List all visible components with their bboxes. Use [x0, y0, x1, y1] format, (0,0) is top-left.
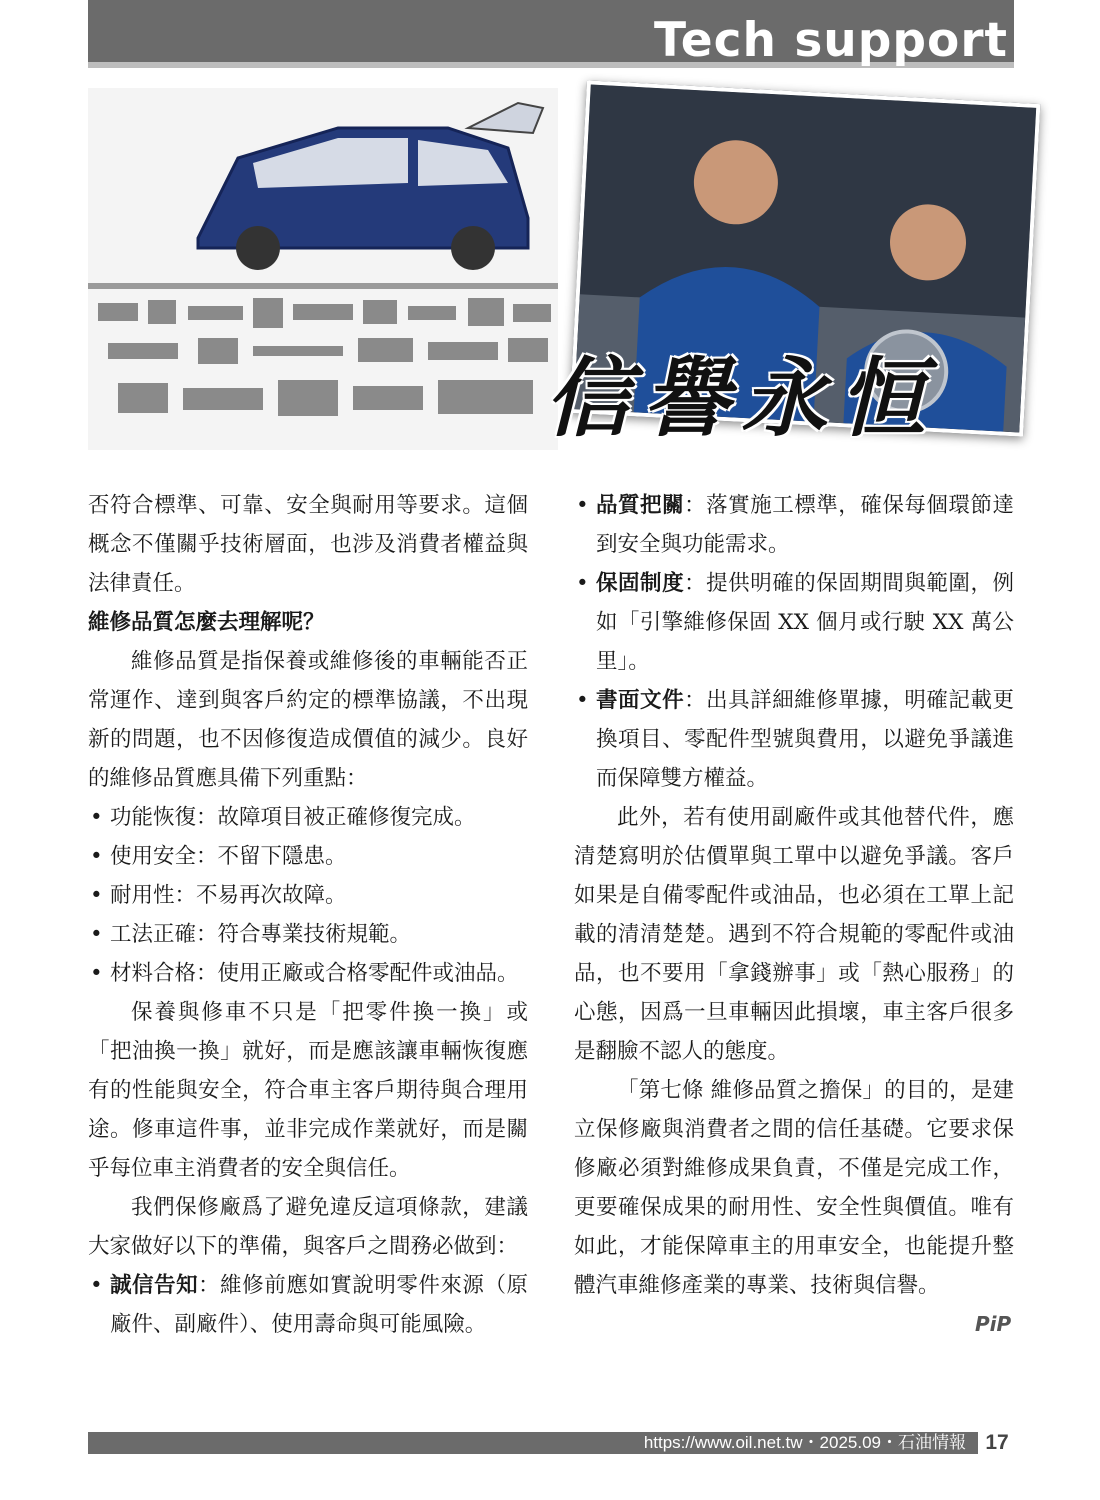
list-item-text: ：提供明確的保固期間與範圍，例如「引擎維修保固 XX 個月或行駛 XX 萬公里」。	[596, 571, 1014, 674]
list-item	[574, 486, 1014, 564]
list-item	[574, 681, 1014, 798]
list-item	[88, 1266, 528, 1344]
slogan-calligraphy: 信譽永恒	[545, 348, 937, 449]
list-item-text: ：落實施工標準，確保每個環節達到安全與功能需求。	[596, 493, 1014, 557]
list-item-text: ：維修前應如實說明零件來源（原廠件、副廠件）、使用壽命與可能風險。	[110, 1273, 528, 1337]
list-item-text: ：出具詳細維修單據，明確記載更換項目、零配件型號與費用，以避免爭議進而保障雙方權益。	[596, 688, 1014, 791]
right-column	[574, 486, 1014, 1305]
paragraph: 「第七條 維修品質之擔保」的目的，是建立保修廠與消費者之間的信任基礎。它要求保修廠必須對維修成果負責，不僅是完成工作，更要確保成果的耐用性、安全性與價值。唯有如此，才能保障車主的用車安全，也能提升整體汽車維修產業的專業、技術與信譽。	[574, 1078, 1014, 1298]
list-item-term: 誠信告知	[110, 1273, 199, 1298]
list-item-term: 書面文件	[596, 688, 685, 713]
left-column	[88, 486, 528, 1344]
paragraph: 此外，若有使用副廠件或其他替代件，應清楚寫明於估價單與工單中以避免爭議。客戶如果是自備零配件或油品，也必須在工單上記載的清清楚楚。遇到不符合規範的零配件或油品，也不要用「拿錢辦事」或「熱心服務」的心態，因爲一旦車輛因此損壞，車主客戶很多是翻臉不認人的態度。	[574, 805, 1014, 1064]
end-mark: PiP	[975, 1312, 1012, 1336]
list-item: • 功能恢復：故障項目被正確修復完成。	[88, 798, 528, 837]
list-item: • 材料合格：使用正廠或合格零配件或油品。	[88, 954, 528, 993]
list-item-term: 保固制度	[596, 571, 685, 596]
list-item-term: 品質把關	[596, 493, 685, 518]
page-number: 17	[985, 1431, 1009, 1454]
paragraph: 否符合標準、可靠、安全與耐用等要求。這個概念不僅關乎技術層面，也涉及消費者權益與法律責任。	[88, 493, 528, 596]
paragraph: 我們保修廠爲了避免違反這項條款，建議大家做好以下的準備，與客戶之間務必做到：	[88, 1195, 528, 1259]
list-item: • 工法正確：符合專業技術規範。	[88, 915, 528, 954]
list-item: • 使用安全：不留下隱患。	[88, 837, 528, 876]
list-item	[574, 564, 1014, 681]
car-parts-image	[88, 88, 558, 450]
subheading: 維修品質怎麼去理解呢？	[88, 610, 325, 635]
paragraph: 保養與修車不只是「把零件換一換」或「把油換一換」就好，而是應該讓車輛恢復應有的性能與安全，符合車主客戶期待與合理用途。修車這件事，並非完成作業就好，而是關乎每位車主消費者的安全與信任。	[88, 1000, 528, 1181]
paragraph: 維修品質是指保養或維修後的車輛能否正常運作、達到與客戶約定的標準協議，不出現新的問題，也不因修復造成價值的減少。良好的維修品質應具備下列重點：	[88, 649, 528, 791]
section-title: Tech support	[653, 13, 1008, 68]
list-item: • 耐用性：不易再次故障。	[88, 876, 528, 915]
footer-text: https://www.oil.net.tw・2025.09・石油情報	[643, 1433, 966, 1452]
